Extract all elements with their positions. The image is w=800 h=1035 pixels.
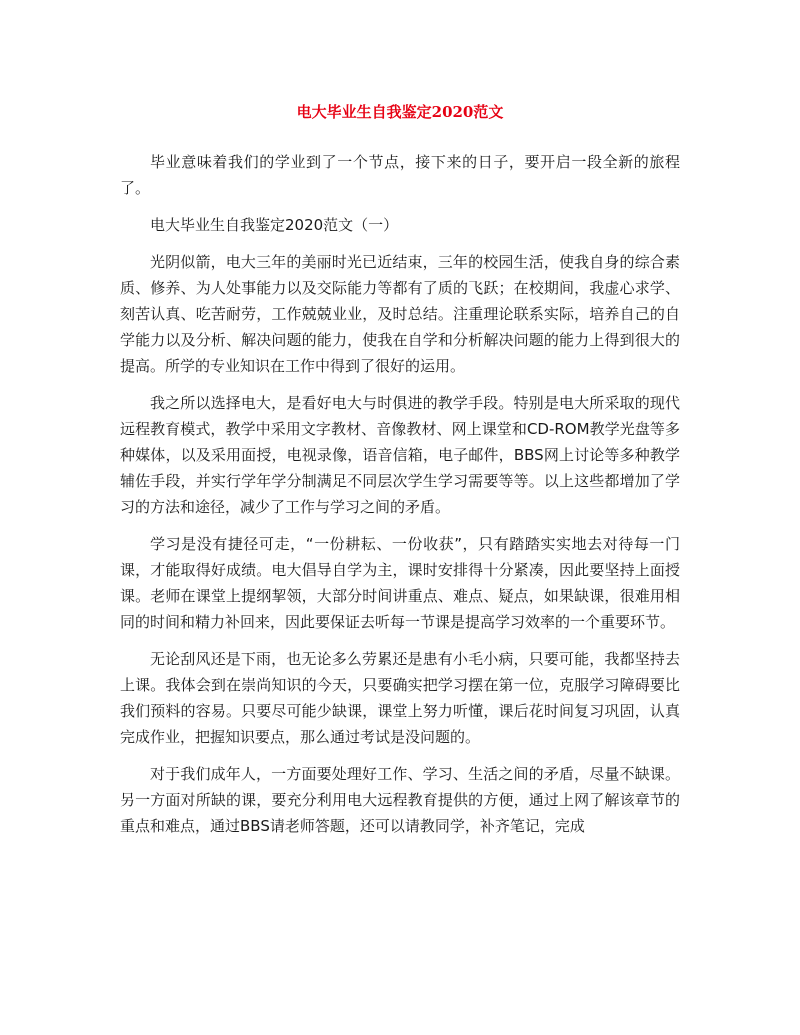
body-paragraph: 我之所以选择电大，是看好电大与时俱进的教学手段。特别是电大所采取的现代远程教育模式，教学中采用文字教材、音像教材、网上课堂和CD-ROM教学光盘等多种媒体，以及采用面授，电视录像，语音信箱，电子邮件，BBS网上讨论等多种教学辅佐手段，并实行学年学分制满足不同层次学生学习需要等等。以上这些都增加了学习的方法和途径，减少了工作与学习之间的矛盾。: [120, 394, 680, 516]
intro-paragraph: 毕业意味着我们的学业到了一个节点，接下来的日子，要开启一段全新的旅程了。: [120, 153, 680, 197]
section-heading: 电大毕业生自我鉴定2020范文（一）: [150, 216, 399, 234]
body-paragraph: 光阴似箭，电大三年的美丽时光已近结束，三年的校园生活，使我自身的综合素质、修养、为人处事能力以及交际能力等都有了质的飞跃；在校期间，我虚心求学、刻苦认真、吃苦耐劳，工作兢兢业业，及时总结。注重理论联系实际，培养自己的自学能力以及分析、解决问题的能力，使我在自学和分析解决问题的能力上得到很大的提高。所学的专业知识在工作中得到了很好的运用。: [120, 253, 680, 375]
body-paragraph: 对于我们成年人，一方面要处理好工作、学习、生活之间的矛盾，尽量不缺课。另一方面对所缺的课，要充分利用电大远程教育提供的方便，通过上网了解该章节的重点和难点，通过BBS请老师答题，还可以请教同学，补齐笔记，完成: [120, 765, 680, 835]
body-paragraph: 学习是没有捷径可走，“一份耕耘、一份收获”，只有踏踏实实地去对待每一门课，才能取得好成绩。电大倡导自学为主，课时安排得十分紧凑，因此要坚持上面授课。老师在课堂上提纲挈领，大部分时间讲重点、难点、疑点，如果缺课，很难用相同的时间和精力补回来，因此要保证去听每一节课是提高学习效率的一个重要环节。: [120, 535, 680, 631]
document-body: [120, 149, 680, 850]
document-title: 电大毕业生自我鉴定2020范文: [296, 103, 504, 121]
body-paragraph: 无论刮风还是下雨，也无论多么劳累还是患有小毛小病，只要可能，我都坚持去上课。我体会到在崇尚知识的今天，只要确实把学习摆在第一位，克服学习障碍要比我们预料的容易。只要尽可能少缺课，课堂上努力听懂，课后花时间复习巩固，认真完成作业，把握知识要点，那么通过考试是没问题的。: [120, 650, 680, 746]
